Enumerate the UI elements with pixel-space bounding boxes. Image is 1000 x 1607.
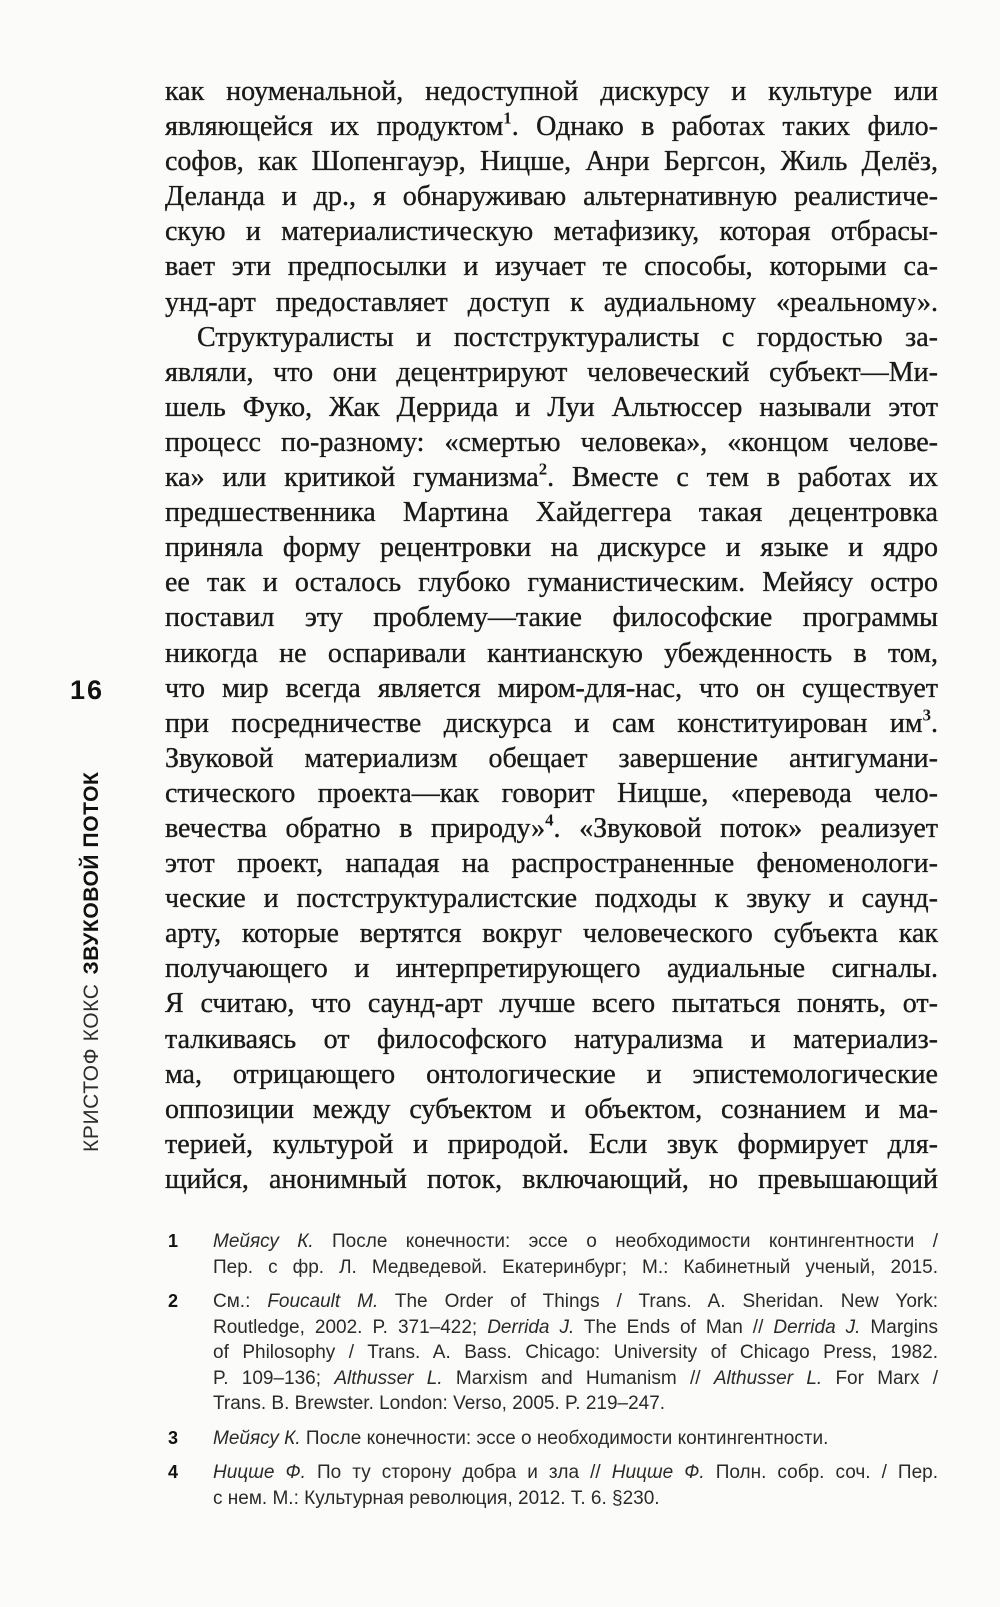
footnote: [168, 1289, 938, 1417]
text-line: Структуралисты и постструктуралисты с гордостью за-: [197, 321, 938, 353]
text-line: шель Фуко, Жак Деррида и Луи Альтюссер называли этот: [165, 391, 938, 423]
text-line: являли, что они децентрируют человеческий субъект—Ми-: [165, 356, 938, 388]
text-run: при посредничестве дискурса и сам конституирован им: [165, 707, 923, 739]
text-line: вает эти предпосылки и изучает те способы, которыми са-: [165, 251, 938, 283]
text-line: оппозиции между субъектом и объектом, сознанием и ма-: [165, 1093, 938, 1125]
text-run: P. 109–136;: [213, 1367, 335, 1389]
text-line: поставил эту проблему—такие философские программы: [165, 602, 938, 634]
text-line: Деланда и др., я обнаруживаю альтернативную реалистиче-: [165, 181, 938, 213]
text-run: The Ends of Man //: [574, 1316, 774, 1338]
footnote-ref: 2: [538, 459, 548, 479]
footnote-ref: 4: [545, 810, 554, 830]
text-run: являющейся их продуктом: [165, 111, 504, 143]
cited-author: Althusser L.: [713, 1367, 823, 1389]
text-run: Полн. собр. соч. / Пер.: [704, 1462, 939, 1483]
footnote: [168, 1426, 938, 1452]
text-line: арту, которые вертятся вокруг человеческого субъекта как: [165, 918, 938, 950]
footnote-ref: 1: [503, 108, 512, 128]
text-line: приняла форму рецентровки на дискурсе и языке и ядро: [165, 532, 938, 564]
text-line: [165, 109, 938, 144]
text-line: [165, 811, 938, 846]
footnote-line: [213, 1366, 938, 1392]
footnote-line: [213, 1340, 938, 1366]
footnote-number: 1: [168, 1231, 179, 1251]
text-line: ма, отрицающего онтологические и эпистемологические: [165, 1058, 938, 1090]
footnote-ref: 3: [922, 704, 931, 724]
footnote-line: [213, 1229, 938, 1255]
running-head-author: КРИСТОФ КОКС: [80, 983, 103, 1152]
text-line: стического проекта—как говорит Ницше, «перевода чело-: [165, 777, 938, 809]
footnote-number: 3: [168, 1427, 179, 1448]
text-line: [165, 460, 938, 495]
text-line: скую и материалистическую метафизику, которая отбрасы-: [165, 216, 938, 248]
footnote-number: 2: [168, 1291, 179, 1311]
footnote-line: [213, 1426, 938, 1452]
text-line: терией, культурой и природой. Если звук формирует для-: [165, 1128, 938, 1160]
text-line: Я считаю, что саунд-арт лучше всего пытаться понять, от-: [165, 988, 938, 1020]
text-run: вечества обратно в природу»: [165, 812, 546, 844]
page-number: 16: [70, 675, 105, 705]
footnote-body: [213, 1289, 938, 1417]
text-line: софов, как Шопенгауэр, Ницше, Анри Бергсон, Жиль Делёз,: [165, 146, 938, 178]
text-line: как ноуменальной, недоступной дискурсу и культуре или: [165, 76, 938, 107]
text-run: с нем. М.: Культурная революция, 2012. Т. 6. §230.: [213, 1487, 660, 1509]
footnote-number: 4: [168, 1462, 179, 1482]
text-run: . Вместе с тем в работах их: [547, 462, 939, 494]
footnotes: [168, 1229, 938, 1520]
cited-author: Ницше Ф.: [611, 1462, 705, 1483]
footnote-line: [213, 1460, 938, 1486]
text-run: Routledge, 2002. P. 371–422;: [213, 1316, 488, 1338]
text-line: никогда не оспаривали кантианскую убежденность в том,: [165, 637, 938, 669]
footnote-body: [213, 1229, 938, 1280]
text-line: щийся, анонимный поток, включающий, но превышающий: [165, 1163, 938, 1195]
text-run: .: [931, 707, 938, 739]
text-run: For Marx /: [822, 1367, 938, 1389]
footnote: [168, 1460, 938, 1511]
text-run: Trans. B. Brewster. London: Verso, 2005. P. 219–247.: [213, 1393, 666, 1414]
text-line: ческие и постструктуралистские подходы к звуку и саунд-: [165, 883, 938, 915]
footnote-line: [213, 1289, 938, 1315]
running-head: [80, 772, 104, 1152]
text-line: ее так и осталось глубоко гуманистическим. Мейясу остро: [165, 567, 938, 599]
text-line: унд-арт предоставляет доступ к аудиальному «реальному».: [165, 286, 938, 318]
footnote-body: [213, 1426, 938, 1452]
text-line: Звуковой материализм обещает завершение антигумани-: [165, 742, 938, 774]
text-line: что мир всегда является миром-для-нас, что он существует: [165, 672, 938, 704]
text-run: of Philosophy / Trans. A. Bass. Chicago: University of Chicago Press, 1982.: [213, 1342, 938, 1363]
cited-author: Althusser L.: [334, 1367, 443, 1389]
footnote: [168, 1229, 938, 1280]
footnote-line: [213, 1255, 938, 1281]
footnote-body: [213, 1460, 938, 1511]
text-run: The Order of Things / Trans. A. Sheridan. New York:: [378, 1291, 938, 1312]
text-run: После конечности: эссе о необходимости контингентности /: [313, 1231, 939, 1252]
running-head-title: ЗВУКОВОЙ ПОТОК: [80, 771, 103, 975]
text-run: Marxism and Humanism //: [442, 1367, 714, 1389]
text-run: Пер. с фр. Л. Медведевой. Екатеринбург; М.: Кабинетный ученый, 2015.: [213, 1256, 938, 1278]
paragraph: [165, 320, 938, 1197]
cited-author: Foucault M.: [267, 1291, 379, 1312]
cited-author: Мейясу К.: [213, 1427, 301, 1449]
text-line: талкиваясь от философского натурализма и материализ-: [165, 1023, 938, 1055]
footnote-line: [213, 1391, 938, 1417]
text-line: получающего и интерпретирующего аудиальные сигналы.: [165, 953, 938, 985]
text-run: См.:: [213, 1291, 268, 1312]
cited-author: Derrida J.: [773, 1316, 861, 1338]
footnote-line: [213, 1486, 938, 1512]
text-run: По ту сторону добра и зла //: [305, 1462, 612, 1483]
text-run: Margins: [860, 1316, 938, 1338]
text-line: процесс по-разному: «смертью человека», «концом челове-: [165, 426, 938, 458]
text-run: После конечности: эссе о необходимости контингентности.: [300, 1427, 829, 1449]
text-run: ка» или критикой гуманизма: [165, 462, 539, 494]
cited-author: Ницше Ф.: [213, 1462, 306, 1483]
text-line: этот проект, нападая на распространенные феноменологи-: [165, 848, 938, 880]
cited-author: Derrida J.: [487, 1316, 575, 1338]
text-run: . Однако в работах таких фило-: [511, 111, 938, 143]
body-text: [165, 74, 938, 1197]
text-line: [165, 706, 938, 741]
text-line: предшественника Мартина Хайдеггера такая децентровка: [165, 497, 938, 529]
cited-author: Мейясу К.: [213, 1231, 314, 1252]
text-run: . «Звуковой поток» реализует: [553, 812, 938, 844]
footnote-line: [213, 1315, 938, 1341]
paragraph: [165, 74, 938, 320]
